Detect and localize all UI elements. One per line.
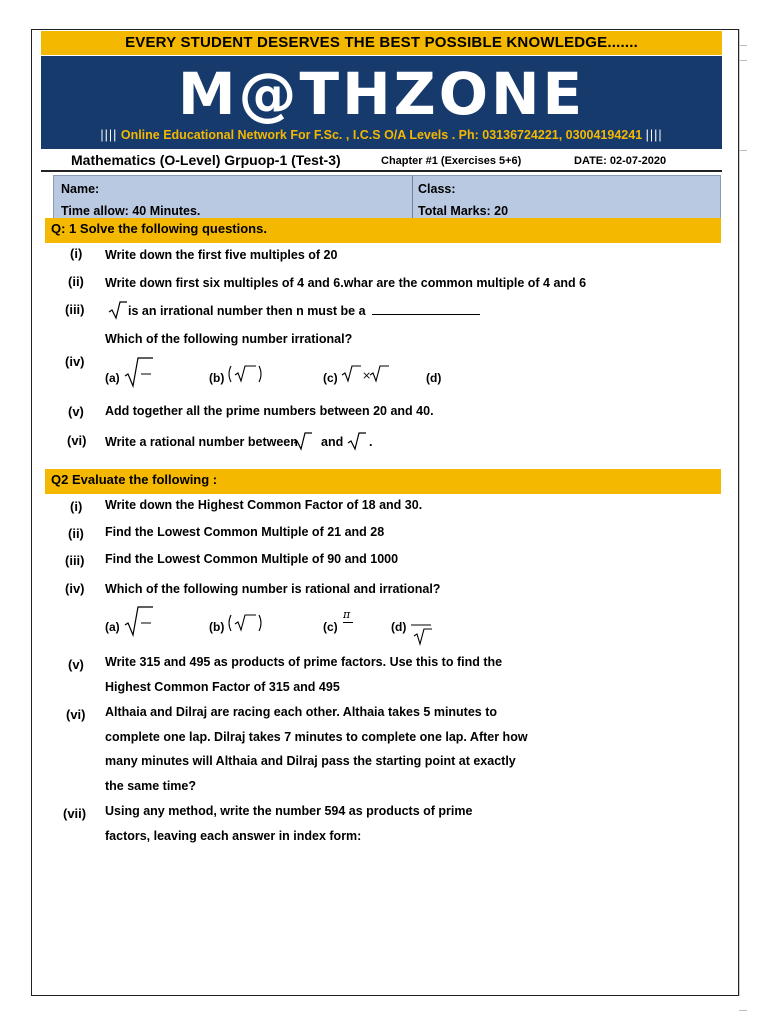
sqrt-symbol [124, 605, 154, 637]
q2-ii-text: Find the Lowest Common Multiple of 21 and 28 [105, 525, 385, 539]
class-label: Class: [418, 182, 456, 196]
side-ruler [739, 29, 740, 996]
q2-vi-line-3: many minutes will Althaia and Dilraj pass the starting point at exactly [105, 754, 516, 768]
motto-bar: EVERY STUDENT DESERVES THE BEST POSSIBLE KNOWLEDGE....... [41, 31, 722, 55]
q1-iii-text [128, 302, 480, 320]
q2-iv-text: Which of the following number is rational and irrational? [105, 582, 441, 596]
q1-heading: Q: 1 Solve the following questions. [45, 218, 721, 243]
q2-vi-line-1: Althaia and Dilraj are racing each other. Althaia takes 5 minutes to [105, 705, 498, 719]
chapter-label: Chapter #1 (Exercises 5+6) [381, 155, 522, 167]
q2-iv-option-c: (c) [323, 620, 338, 634]
q2-i-number: (i) [70, 499, 83, 514]
q2-v-line-1: Write 315 and 495 as products of prime factors. Use this to find the [105, 655, 503, 669]
brand-banner [41, 56, 722, 149]
fraction-bar [343, 622, 353, 623]
q2-heading: Q2 Evaluate the following : [45, 469, 721, 494]
q1-iv-option-c: (c) [323, 371, 338, 385]
reciprocal-sqrt-symbol [408, 618, 434, 646]
sqrt-symbol [347, 431, 367, 451]
q2-vii-line-1: Using any method, write the number 594 as products of prime [105, 804, 473, 818]
name-label: Name: [61, 182, 100, 196]
q2-iv-option-b: (b) [209, 620, 225, 634]
q2-vii-line-2: factors, leaving each answer in index form: [105, 829, 362, 843]
test-date: DATE: 02-07-2020 [574, 155, 667, 167]
ruler-tick [739, 150, 747, 151]
header-rule [41, 170, 722, 172]
q2-vi-line-2: complete one lap. Dilraj takes 7 minutes to complete one lap. After how [105, 730, 528, 744]
q2-iv-number: (iv) [65, 581, 85, 596]
q1-vi-period: . [369, 435, 373, 449]
ruler-tick [739, 45, 747, 46]
student-box-divider [412, 176, 413, 218]
student-info-box [53, 175, 721, 219]
bracket-sqrt-symbol [226, 364, 266, 386]
q2-ii-number: (ii) [68, 526, 84, 541]
tagline-text: Online Educational Network For F.Sc. , I.C.S O/A Levels . Ph: 03136724221, 03004194241 [120, 128, 643, 142]
q2-iii-text: Find the Lowest Common Multiple of 90 and 1000 [105, 552, 399, 566]
q1-iv-option-b: (b) [209, 371, 225, 385]
q1-ii-text: Write down first six multiples of 4 and 6.whar are the common multiple of 4 and 6 [105, 276, 587, 290]
q1-v-text: Add together all the prime numbers between 20 and 40. [105, 404, 434, 418]
answer-blank [372, 303, 480, 315]
pi-symbol: π [343, 608, 351, 621]
q1-iv-text: Which of the following number irrational? [105, 332, 353, 346]
tagline-pipes-right: |||| [645, 128, 663, 142]
q1-vi-text: Write a rational number between [105, 435, 298, 449]
test-subject: Mathematics (O-Level) Grpuop-1 (Test-3) [71, 152, 341, 168]
q2-i-text: Write down the Highest Common Factor of 18 and 30. [105, 498, 423, 512]
sqrt-symbol [108, 300, 128, 320]
q2-v-line-2: Highest Common Factor of 315 and 495 [105, 680, 340, 694]
q1-iv-option-a: (a) [105, 371, 120, 385]
q1-iv-number: (iv) [65, 354, 85, 369]
q2-iii-number: (iii) [65, 553, 85, 568]
q2-vi-line-4: the same time? [105, 779, 197, 793]
q1-iii-text-part: is an irrational number then n must be a [128, 304, 366, 318]
sqrt-symbol [124, 356, 154, 388]
sqrt-times-sqrt-symbol [341, 364, 391, 386]
q2-v-number: (v) [68, 657, 84, 672]
q2-vii-number: (vii) [63, 806, 87, 821]
q1-i-number: (i) [70, 246, 83, 261]
q1-vi-and: and [321, 435, 344, 449]
q2-iv-option-a: (a) [105, 620, 120, 634]
total-marks: Total Marks: 20 [418, 204, 509, 218]
bracket-sqrt-symbol [226, 613, 266, 635]
q1-v-number: (v) [68, 404, 84, 419]
tagline-pipes-left: |||| [100, 128, 118, 142]
q2-iv-option-d: (d) [391, 620, 407, 634]
logo-text: M@THZONE [177, 60, 586, 128]
q1-i-text: Write down the first five multiples of 20 [105, 248, 338, 262]
svg-text:×: × [362, 369, 372, 382]
tagline [41, 127, 722, 143]
q1-ii-number: (ii) [68, 274, 84, 289]
q2-vi-number: (vi) [66, 707, 86, 722]
q1-vi-number: (vi) [67, 433, 87, 448]
time-allow: Time allow: 40 Minutes. [61, 204, 201, 218]
ruler-tick [739, 1010, 747, 1011]
q1-iv-option-d: (d) [426, 371, 442, 385]
ruler-tick [739, 60, 747, 61]
q1-iii-number: (iii) [65, 302, 85, 317]
sqrt-symbol [293, 431, 313, 451]
pi-fraction [343, 609, 353, 623]
